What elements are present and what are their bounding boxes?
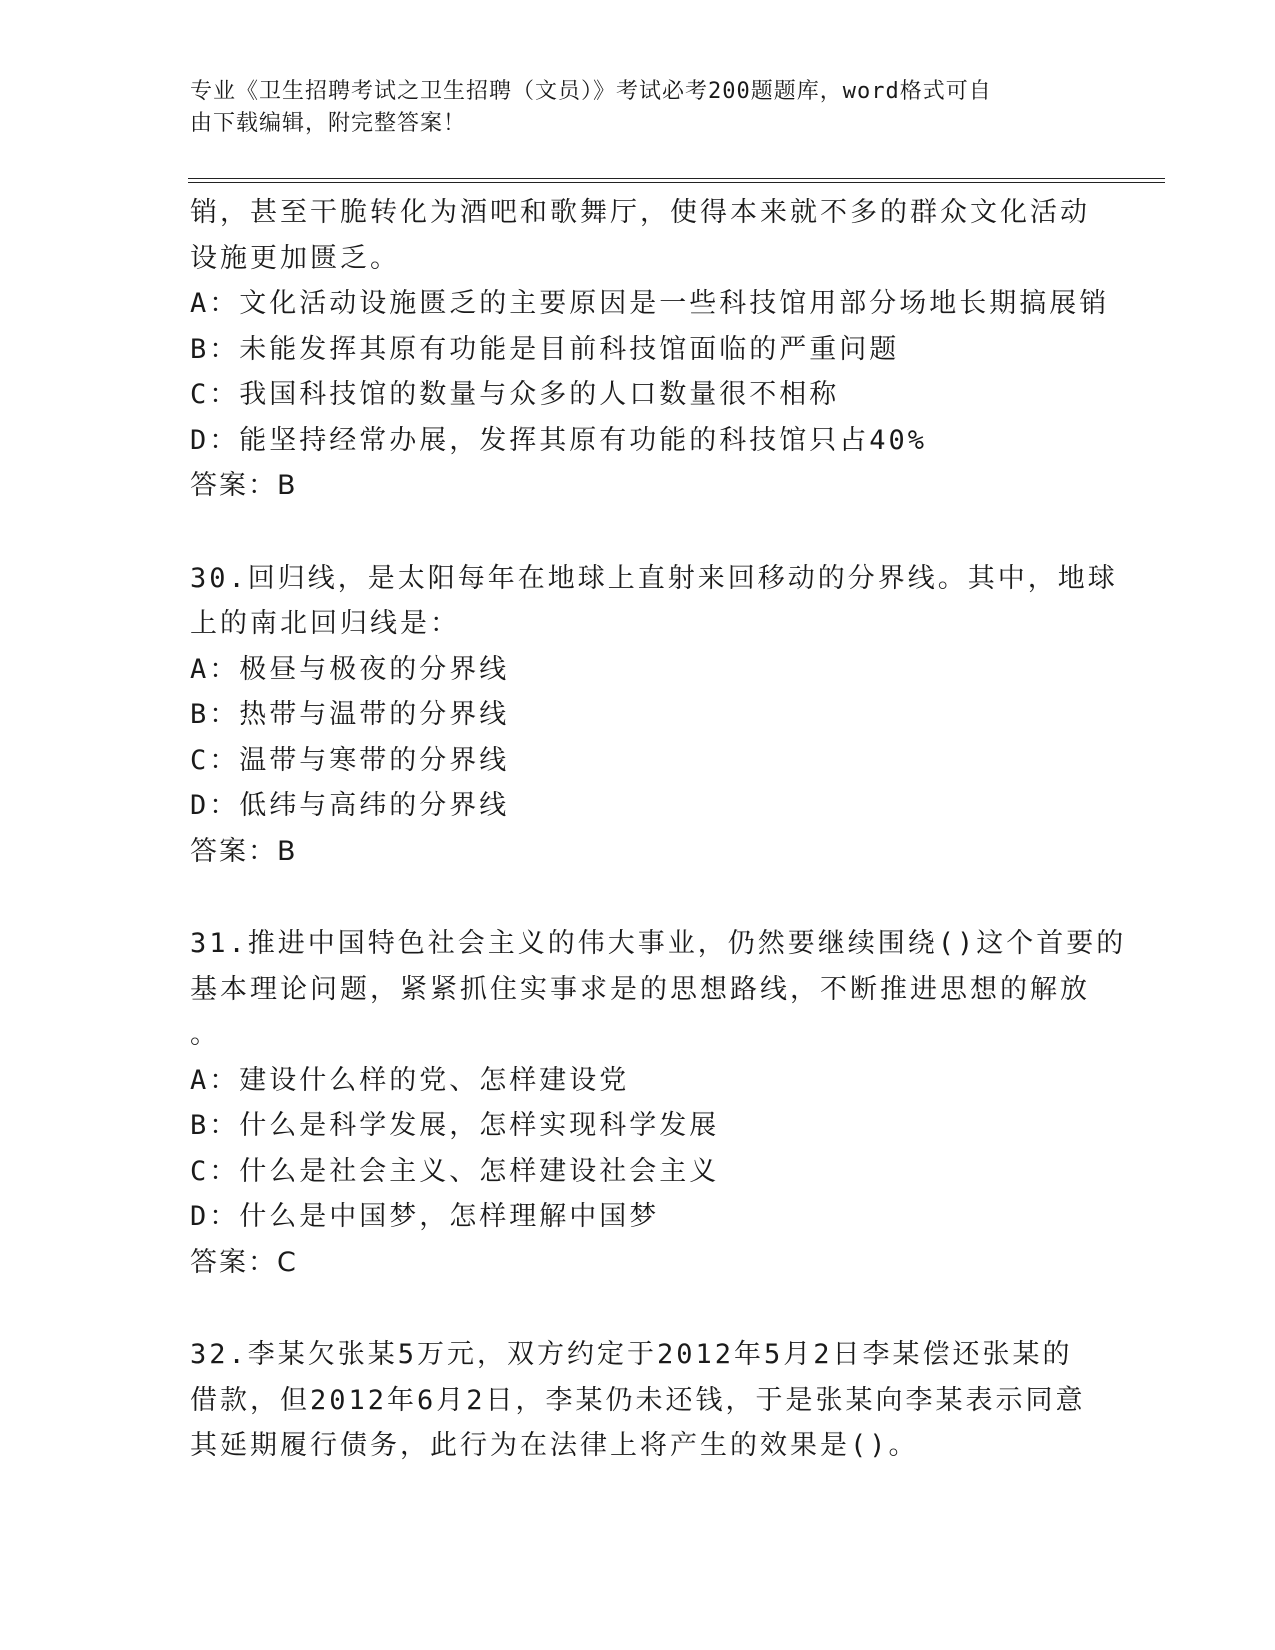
question-stem-line: 其延期履行债务，此行为在法律上将产生的效果是()。 bbox=[190, 1430, 919, 1461]
answer-label: 答案：B bbox=[190, 835, 298, 867]
option-a: A：建设什么样的党、怎样建设党 bbox=[190, 1064, 630, 1096]
option-c: C：温带与寒带的分界线 bbox=[190, 744, 510, 776]
answer-label: 答案：B bbox=[190, 470, 298, 501]
option-b: B：热带与温带的分界线 bbox=[190, 699, 510, 730]
question-29 bbox=[190, 190, 1110, 509]
question-30 bbox=[190, 556, 1118, 875]
option-a: A：文化活动设施匮乏的主要原因是一些科技馆用部分场地长期搞展销 bbox=[190, 288, 1110, 319]
option-d: D：低纬与高纬的分界线 bbox=[190, 790, 510, 821]
option-c: C：什么是社会主义、怎样建设社会主义 bbox=[190, 1155, 720, 1187]
answer-label: 答案：C bbox=[190, 1246, 298, 1278]
question-stem-line: 。 bbox=[190, 1019, 220, 1050]
question-stem-line: 基本理论问题，紧紧抓住实事求是的思想路线，不断推进思想的解放 bbox=[190, 973, 1090, 1005]
document-header bbox=[190, 76, 1090, 140]
question-stem-line: 32.李某欠张某5万元，双方约定于2012年5月2日李某偿还张某的 bbox=[190, 1339, 1073, 1370]
question-stem-line: 销，甚至干脆转化为酒吧和歌舞厅，使得本来就不多的群众文化活动 bbox=[190, 197, 1090, 228]
option-d: D：什么是中国梦，怎样理解中国梦 bbox=[190, 1201, 660, 1232]
option-b: B：未能发挥其原有功能是目前科技馆面临的严重问题 bbox=[190, 333, 900, 365]
question-stem-line: 31.推进中国特色社会主义的伟大事业，仍然要继续围绕()这个首要的 bbox=[190, 928, 1127, 959]
question-32 bbox=[190, 1332, 1090, 1469]
option-b: B：什么是科学发展，怎样实现科学发展 bbox=[190, 1110, 720, 1141]
option-a: A：极昼与极夜的分界线 bbox=[190, 653, 510, 685]
question-spacer bbox=[190, 874, 1090, 921]
header-title-line-2: 由下载编辑，附完整答案！ bbox=[190, 111, 467, 136]
question-list bbox=[190, 190, 1127, 1469]
option-d: D：能坚持经常办展，发挥其原有功能的科技馆只占40% bbox=[190, 424, 928, 456]
question-stem-line: 上的南北回归线是： bbox=[190, 608, 460, 639]
option-c: C：我国科技馆的数量与众多的人口数量很不相称 bbox=[190, 379, 840, 410]
question-spacer bbox=[190, 509, 1090, 556]
question-stem-line: 设施更加匮乏。 bbox=[190, 242, 400, 274]
question-spacer bbox=[190, 1285, 1090, 1332]
header-title-line-1: 专业《卫生招聘考试之卫生招聘（文员）》考试必考200题题库，word格式可自 bbox=[190, 79, 992, 104]
question-stem-line: 借款，但2012年6月2日，李某仍未还钱，于是张某向李某表示同意 bbox=[190, 1384, 1086, 1416]
header-divider bbox=[188, 178, 1165, 183]
question-stem-line: 30.回归线，是太阳每年在地球上直射来回移动的分界线。其中，地球 bbox=[190, 562, 1118, 594]
question-31 bbox=[190, 921, 1127, 1285]
